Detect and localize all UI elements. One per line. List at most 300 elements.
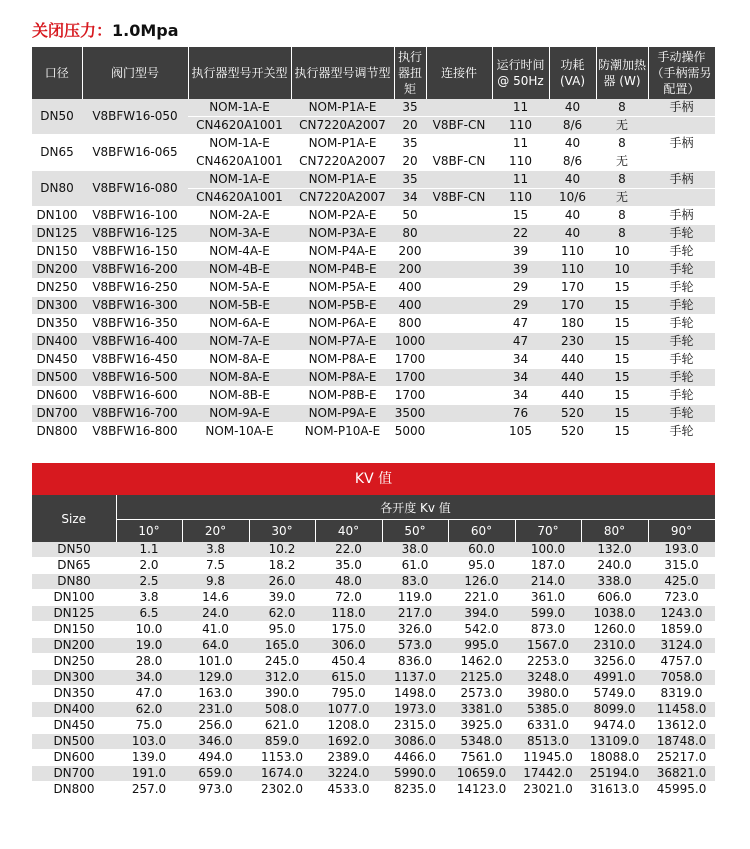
kv-value-cell: 599.0 <box>515 606 581 622</box>
kv-value-cell: 6331.0 <box>515 718 581 734</box>
modulating-actuator-cell: NOM-P4A-E <box>291 243 394 261</box>
valve-model-cell: V8BFW16-100 <box>82 207 188 225</box>
kv-value-cell: 2302.0 <box>249 782 315 798</box>
onoff-actuator-cell: NOM-4A-E <box>188 243 291 261</box>
power-cell: 40 <box>549 171 596 189</box>
kv-value-cell: 394.0 <box>448 606 515 622</box>
kv-row <box>32 750 715 766</box>
connector-cell-empty <box>426 135 492 153</box>
kv-value-cell: 7561.0 <box>448 750 515 766</box>
kv-value-cell: 1674.0 <box>249 766 315 782</box>
kv-value-cell: 191.0 <box>116 766 182 782</box>
connector-cell-empty <box>426 171 492 189</box>
connector-cell-empty <box>426 315 492 333</box>
torque-cell: 200 <box>394 243 426 261</box>
connector-cell-empty <box>426 279 492 297</box>
modulating-actuator-cell: NOM-P1A-E <box>291 99 394 117</box>
kv-value-cell: 62.0 <box>249 606 315 622</box>
kv-value-cell: 450.4 <box>315 654 382 670</box>
spec-row <box>32 405 715 423</box>
valve-model-cell: V8BFW16-065 <box>82 135 188 171</box>
heater-cell: 15 <box>596 279 648 297</box>
spec-col-header: 功耗 (VA) <box>549 47 596 99</box>
kv-value-cell: 24.0 <box>182 606 249 622</box>
power-cell: 110 <box>549 261 596 279</box>
kv-size-cell: DN300 <box>32 670 116 686</box>
connector-cell-empty <box>426 351 492 369</box>
spec-table-body <box>32 99 715 441</box>
size-cell: DN600 <box>32 387 82 405</box>
size-cell: DN65 <box>32 135 82 171</box>
kv-value-cell: 1077.0 <box>315 702 382 718</box>
connector-cell-empty <box>426 423 492 441</box>
kv-size-cell: DN65 <box>32 558 116 574</box>
valve-model-cell: V8BFW16-080 <box>82 171 188 207</box>
connector-cell-empty <box>426 387 492 405</box>
size-cell: DN500 <box>32 369 82 387</box>
onoff-actuator-cell: NOM-7A-E <box>188 333 291 351</box>
kv-value-cell: 9474.0 <box>581 718 648 734</box>
spec-table-header <box>32 47 715 99</box>
modulating-actuator-cell: NOM-P9A-E <box>291 405 394 423</box>
onoff-actuator-cell: NOM-8B-E <box>188 387 291 405</box>
heater-cell: 8 <box>596 135 648 153</box>
kv-value-cell: 1692.0 <box>315 734 382 750</box>
kv-value-cell: 621.0 <box>249 718 315 734</box>
torque-cell: 34 <box>394 189 426 207</box>
valve-model-cell: V8BFW16-150 <box>82 243 188 261</box>
size-cell: DN350 <box>32 315 82 333</box>
modulating-actuator-cell: NOM-P8A-E <box>291 369 394 387</box>
kv-value-cell: 3925.0 <box>448 718 515 734</box>
spec-row <box>32 423 715 441</box>
kv-value-cell: 659.0 <box>182 766 249 782</box>
kv-value-cell: 119.0 <box>382 590 448 606</box>
spec-col-header: 连接件 <box>426 47 492 99</box>
kv-value-cell: 100.0 <box>515 542 581 558</box>
connector-cell-empty <box>426 243 492 261</box>
connector-cell-empty <box>426 261 492 279</box>
modulating-actuator-cell: NOM-P1A-E <box>291 171 394 189</box>
kv-size-cell: DN150 <box>32 622 116 638</box>
spec-row <box>32 369 715 387</box>
power-cell: 520 <box>549 405 596 423</box>
modulating-actuator-cell: NOM-P5A-E <box>291 279 394 297</box>
heater-cell: 15 <box>596 387 648 405</box>
connector-cell: V8BF-CN <box>426 189 492 207</box>
kv-value-cell: 3124.0 <box>648 638 715 654</box>
modulating-actuator-cell: NOM-P2A-E <box>291 207 394 225</box>
kv-size-cell: DN700 <box>32 766 116 782</box>
valve-model-cell: V8BFW16-800 <box>82 423 188 441</box>
kv-size-cell: DN200 <box>32 638 116 654</box>
kv-angle-header: 10° <box>116 520 182 543</box>
connector-cell: V8BF-CN <box>426 153 492 171</box>
kv-value-cell: 221.0 <box>448 590 515 606</box>
run-time-cell: 110 <box>492 153 549 171</box>
power-cell: 40 <box>549 135 596 153</box>
kv-size-cell: DN500 <box>32 734 116 750</box>
run-time-cell: 110 <box>492 117 549 135</box>
manual-op-cell: 手轮 <box>648 351 715 369</box>
kv-value-cell: 4757.0 <box>648 654 715 670</box>
kv-value-cell: 1153.0 <box>249 750 315 766</box>
power-cell: 440 <box>549 387 596 405</box>
kv-value-cell: 859.0 <box>249 734 315 750</box>
kv-value-cell: 256.0 <box>182 718 249 734</box>
kv-value-cell: 2315.0 <box>382 718 448 734</box>
manual-op-cell <box>648 189 715 207</box>
kv-value-cell: 11945.0 <box>515 750 581 766</box>
kv-value-cell: 1973.0 <box>382 702 448 718</box>
kv-value-cell: 10.0 <box>116 622 182 638</box>
torque-cell: 35 <box>394 99 426 117</box>
kv-value-cell: 23021.0 <box>515 782 581 798</box>
kv-row <box>32 542 715 558</box>
onoff-actuator-cell: NOM-5B-E <box>188 297 291 315</box>
kv-row <box>32 718 715 734</box>
kv-value-cell: 306.0 <box>315 638 382 654</box>
kv-value-cell: 2.0 <box>116 558 182 574</box>
kv-value-cell: 129.0 <box>182 670 249 686</box>
kv-value-cell: 8319.0 <box>648 686 715 702</box>
kv-value-cell: 795.0 <box>315 686 382 702</box>
kv-value-cell: 245.0 <box>249 654 315 670</box>
manual-op-cell: 手轮 <box>648 423 715 441</box>
kv-size-cell: DN125 <box>32 606 116 622</box>
kv-value-cell: 4466.0 <box>382 750 448 766</box>
size-cell: DN150 <box>32 243 82 261</box>
run-time-cell: 39 <box>492 243 549 261</box>
kv-value-cell: 1567.0 <box>515 638 581 654</box>
modulating-actuator-cell: CN7220A2007 <box>291 153 394 171</box>
connector-cell: V8BF-CN <box>426 117 492 135</box>
kv-value-cell: 1137.0 <box>382 670 448 686</box>
onoff-actuator-cell: CN4620A1001 <box>188 189 291 207</box>
modulating-actuator-cell: NOM-P8A-E <box>291 351 394 369</box>
kv-row <box>32 734 715 750</box>
spec-col-header: 运行时间 @ 50Hz <box>492 47 549 99</box>
kv-size-cell: DN250 <box>32 654 116 670</box>
run-time-cell: 47 <box>492 333 549 351</box>
spec-col-header: 执行器型号调节型 <box>291 47 394 99</box>
manual-op-cell: 手轮 <box>648 279 715 297</box>
onoff-actuator-cell: NOM-4B-E <box>188 261 291 279</box>
kv-size-header: Size <box>32 495 116 542</box>
kv-size-cell: DN800 <box>32 782 116 798</box>
kv-value-cell: 240.0 <box>581 558 648 574</box>
kv-size-cell: DN100 <box>32 590 116 606</box>
heater-cell: 15 <box>596 351 648 369</box>
kv-value-cell: 31613.0 <box>581 782 648 798</box>
modulating-actuator-cell: NOM-P5B-E <box>291 297 394 315</box>
kv-row <box>32 782 715 798</box>
pressure-title-value: 1.0Mpa <box>112 21 179 40</box>
kv-value-cell: 101.0 <box>182 654 249 670</box>
kv-value-cell: 8099.0 <box>581 702 648 718</box>
connector-cell-empty <box>426 369 492 387</box>
modulating-actuator-cell: NOM-P3A-E <box>291 225 394 243</box>
kv-value-cell: 214.0 <box>515 574 581 590</box>
manual-op-cell: 手轮 <box>648 225 715 243</box>
kv-value-cell: 72.0 <box>315 590 382 606</box>
kv-row <box>32 590 715 606</box>
modulating-actuator-cell: NOM-P7A-E <box>291 333 394 351</box>
kv-value-cell: 361.0 <box>515 590 581 606</box>
manual-op-cell: 手柄 <box>648 135 715 153</box>
kv-value-cell: 11458.0 <box>648 702 715 718</box>
heater-cell: 10 <box>596 243 648 261</box>
kv-value-cell: 3980.0 <box>515 686 581 702</box>
kv-value-cell: 18088.0 <box>581 750 648 766</box>
kv-value-cell: 18.2 <box>249 558 315 574</box>
kv-value-cell: 175.0 <box>315 622 382 638</box>
kv-value-cell: 36821.0 <box>648 766 715 782</box>
spec-row <box>32 207 715 225</box>
spec-row <box>32 279 715 297</box>
manual-op-cell: 手轮 <box>648 315 715 333</box>
torque-cell: 20 <box>394 117 426 135</box>
run-time-cell: 11 <box>492 171 549 189</box>
spec-row <box>32 171 715 189</box>
onoff-actuator-cell: NOM-3A-E <box>188 225 291 243</box>
kv-value-cell: 338.0 <box>581 574 648 590</box>
kv-angle-header: 90° <box>648 520 715 543</box>
kv-value-cell: 22.0 <box>315 542 382 558</box>
heater-cell: 无 <box>596 153 648 171</box>
heater-cell: 15 <box>596 423 648 441</box>
kv-group-header: 各开度 Kv 值 <box>116 495 715 520</box>
kv-value-cell: 1038.0 <box>581 606 648 622</box>
kv-value-cell: 5385.0 <box>515 702 581 718</box>
kv-size-cell: DN600 <box>32 750 116 766</box>
onoff-actuator-cell: NOM-10A-E <box>188 423 291 441</box>
onoff-actuator-cell: NOM-5A-E <box>188 279 291 297</box>
kv-value-cell: 83.0 <box>382 574 448 590</box>
kv-value-cell: 312.0 <box>249 670 315 686</box>
power-cell: 520 <box>549 423 596 441</box>
kv-value-cell: 17442.0 <box>515 766 581 782</box>
kv-value-cell: 3.8 <box>182 542 249 558</box>
power-cell: 40 <box>549 207 596 225</box>
torque-cell: 1700 <box>394 351 426 369</box>
kv-size-cell: DN80 <box>32 574 116 590</box>
torque-cell: 1700 <box>394 387 426 405</box>
modulating-actuator-cell: NOM-P1A-E <box>291 135 394 153</box>
kv-value-cell: 126.0 <box>448 574 515 590</box>
size-cell: DN50 <box>32 99 82 135</box>
kv-value-cell: 542.0 <box>448 622 515 638</box>
kv-value-cell: 1498.0 <box>382 686 448 702</box>
torque-cell: 50 <box>394 207 426 225</box>
kv-value-cell: 836.0 <box>382 654 448 670</box>
heater-cell: 8 <box>596 171 648 189</box>
kv-value-cell: 3256.0 <box>581 654 648 670</box>
kv-table <box>32 495 716 798</box>
torque-cell: 800 <box>394 315 426 333</box>
connector-cell-empty <box>426 99 492 117</box>
modulating-actuator-cell: NOM-P10A-E <box>291 423 394 441</box>
torque-cell: 3500 <box>394 405 426 423</box>
valve-model-cell: V8BFW16-050 <box>82 99 188 135</box>
kv-value-cell: 2310.0 <box>581 638 648 654</box>
kv-size-cell: DN50 <box>32 542 116 558</box>
valve-model-cell: V8BFW16-125 <box>82 225 188 243</box>
pressure-title-label: 关闭压力： <box>32 21 113 40</box>
kv-value-cell: 257.0 <box>116 782 182 798</box>
kv-value-cell: 1208.0 <box>315 718 382 734</box>
torque-cell: 20 <box>394 153 426 171</box>
kv-value-cell: 75.0 <box>116 718 182 734</box>
kv-value-cell: 2389.0 <box>315 750 382 766</box>
valve-model-cell: V8BFW16-250 <box>82 279 188 297</box>
kv-value-cell: 1260.0 <box>581 622 648 638</box>
modulating-actuator-cell: NOM-P6A-E <box>291 315 394 333</box>
kv-value-cell: 315.0 <box>648 558 715 574</box>
kv-value-cell: 19.0 <box>116 638 182 654</box>
kv-value-cell: 26.0 <box>249 574 315 590</box>
kv-value-cell: 326.0 <box>382 622 448 638</box>
manual-op-cell <box>648 153 715 171</box>
kv-value-cell: 38.0 <box>382 542 448 558</box>
kv-value-cell: 2573.0 <box>448 686 515 702</box>
size-cell: DN200 <box>32 261 82 279</box>
kv-size-cell: DN450 <box>32 718 116 734</box>
modulating-actuator-cell: NOM-P4B-E <box>291 261 394 279</box>
heater-cell: 8 <box>596 99 648 117</box>
kv-angle-header: 50° <box>382 520 448 543</box>
kv-row <box>32 670 715 686</box>
manual-op-cell: 手轮 <box>648 387 715 405</box>
kv-value-cell: 14123.0 <box>448 782 515 798</box>
kv-value-cell: 47.0 <box>116 686 182 702</box>
kv-angle-header: 20° <box>182 520 249 543</box>
manual-op-cell: 手轮 <box>648 297 715 315</box>
valve-model-cell: V8BFW16-500 <box>82 369 188 387</box>
size-cell: DN450 <box>32 351 82 369</box>
kv-value-cell: 13109.0 <box>581 734 648 750</box>
kv-value-cell: 61.0 <box>382 558 448 574</box>
heater-cell: 15 <box>596 333 648 351</box>
kv-angle-header: 60° <box>448 520 515 543</box>
kv-value-cell: 9.8 <box>182 574 249 590</box>
kv-value-cell: 25217.0 <box>648 750 715 766</box>
spec-row <box>32 99 715 117</box>
kv-value-cell: 18748.0 <box>648 734 715 750</box>
kv-value-cell: 3086.0 <box>382 734 448 750</box>
kv-value-cell: 60.0 <box>448 542 515 558</box>
torque-cell: 400 <box>394 279 426 297</box>
kv-value-cell: 62.0 <box>116 702 182 718</box>
manual-op-cell: 手柄 <box>648 207 715 225</box>
kv-angle-header: 70° <box>515 520 581 543</box>
run-time-cell: 105 <box>492 423 549 441</box>
power-cell: 180 <box>549 315 596 333</box>
torque-cell: 5000 <box>394 423 426 441</box>
pressure-title <box>32 18 179 41</box>
kv-value-cell: 25194.0 <box>581 766 648 782</box>
kv-value-cell: 5348.0 <box>448 734 515 750</box>
torque-cell: 35 <box>394 135 426 153</box>
heater-cell: 无 <box>596 189 648 207</box>
heater-cell: 8 <box>596 225 648 243</box>
kv-value-cell: 573.0 <box>382 638 448 654</box>
kv-value-cell: 2125.0 <box>448 670 515 686</box>
kv-angles-row <box>32 520 715 543</box>
power-cell: 440 <box>549 351 596 369</box>
kv-value-cell: 425.0 <box>648 574 715 590</box>
valve-model-cell: V8BFW16-450 <box>82 351 188 369</box>
heater-cell: 无 <box>596 117 648 135</box>
kv-value-cell: 7.5 <box>182 558 249 574</box>
kv-angle-header: 30° <box>249 520 315 543</box>
manual-op-cell: 手轮 <box>648 243 715 261</box>
torque-cell: 400 <box>394 297 426 315</box>
spec-col-header: 口径 <box>32 47 82 99</box>
kv-value-cell: 165.0 <box>249 638 315 654</box>
spec-col-header: 阀门型号 <box>82 47 188 99</box>
kv-row <box>32 606 715 622</box>
kv-value-cell: 3224.0 <box>315 766 382 782</box>
kv-value-cell: 606.0 <box>581 590 648 606</box>
kv-value-cell: 10659.0 <box>448 766 515 782</box>
kv-angle-header: 40° <box>315 520 382 543</box>
heater-cell: 10 <box>596 261 648 279</box>
modulating-actuator-cell: NOM-P8B-E <box>291 387 394 405</box>
kv-row <box>32 766 715 782</box>
torque-cell: 80 <box>394 225 426 243</box>
kv-size-cell: DN400 <box>32 702 116 718</box>
spec-col-header: 防潮加热器 (W) <box>596 47 648 99</box>
heater-cell: 15 <box>596 297 648 315</box>
manual-op-cell: 手轮 <box>648 369 715 387</box>
onoff-actuator-cell: NOM-2A-E <box>188 207 291 225</box>
run-time-cell: 15 <box>492 207 549 225</box>
spec-row <box>32 387 715 405</box>
spec-col-header: 执行器型号开关型 <box>188 47 291 99</box>
kv-value-cell: 103.0 <box>116 734 182 750</box>
kv-table-body <box>32 542 715 798</box>
kv-row <box>32 574 715 590</box>
power-cell: 10/6 <box>549 189 596 207</box>
kv-value-cell: 2253.0 <box>515 654 581 670</box>
spec-row <box>32 261 715 279</box>
run-time-cell: 11 <box>492 135 549 153</box>
kv-value-cell: 95.0 <box>448 558 515 574</box>
kv-value-cell: 7058.0 <box>648 670 715 686</box>
size-cell: DN800 <box>32 423 82 441</box>
run-time-cell: 22 <box>492 225 549 243</box>
kv-value-cell: 231.0 <box>182 702 249 718</box>
spec-row <box>32 351 715 369</box>
run-time-cell: 110 <box>492 189 549 207</box>
kv-value-cell: 873.0 <box>515 622 581 638</box>
connector-cell-empty <box>426 405 492 423</box>
size-cell: DN300 <box>32 297 82 315</box>
kv-value-cell: 973.0 <box>182 782 249 798</box>
run-time-cell: 39 <box>492 261 549 279</box>
kv-value-cell: 8235.0 <box>382 782 448 798</box>
manual-op-cell: 手轮 <box>648 261 715 279</box>
kv-row <box>32 686 715 702</box>
torque-cell: 35 <box>394 171 426 189</box>
onoff-actuator-cell: NOM-8A-E <box>188 369 291 387</box>
size-cell: DN400 <box>32 333 82 351</box>
onoff-actuator-cell: NOM-6A-E <box>188 315 291 333</box>
kv-value-cell: 494.0 <box>182 750 249 766</box>
kv-value-cell: 995.0 <box>448 638 515 654</box>
kv-row <box>32 558 715 574</box>
